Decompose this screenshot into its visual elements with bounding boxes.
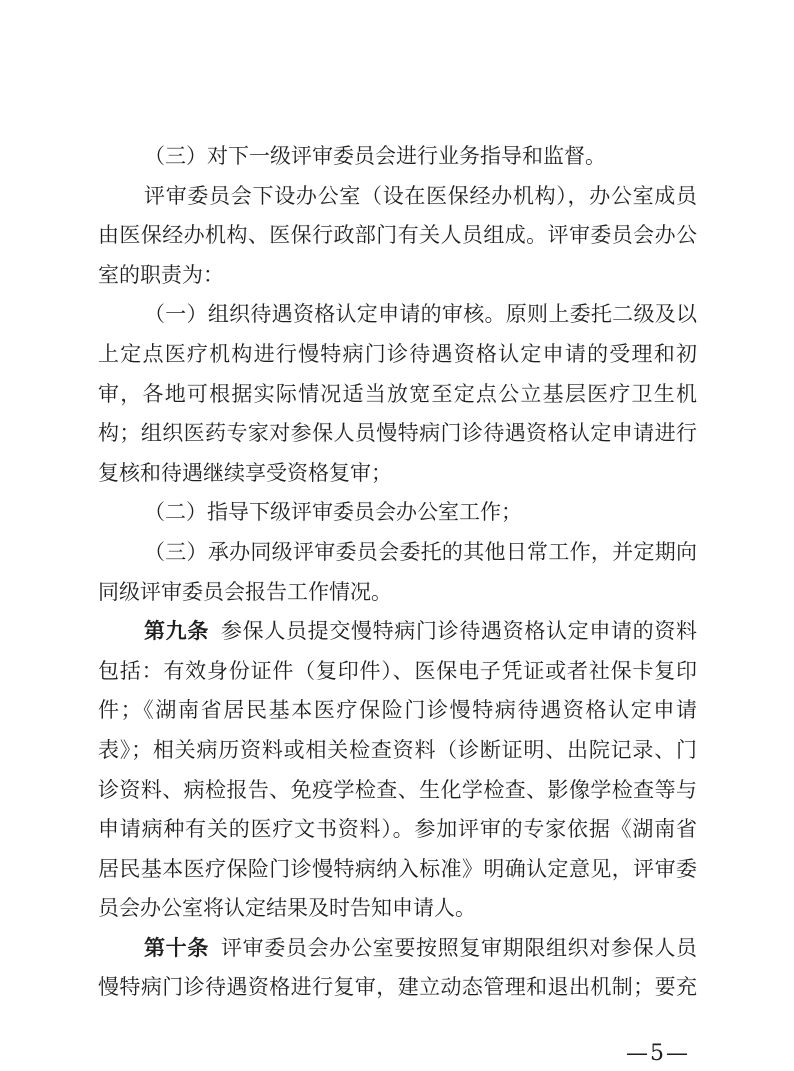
text-line: （一）组织待遇资格认定申请的审核。原则上委托二级及以 xyxy=(144,302,697,327)
article-number: 第十条 xyxy=(144,935,209,960)
text-line: （三）承办同级评审委员会委托的其他日常工作，并定期向 xyxy=(144,539,697,564)
text-line: 构；组织医药专家对参保人员慢特病门诊待遇资格认定申请进行 xyxy=(98,421,697,446)
text-line: 审，各地可根据实际情况适当放宽至定点公立基层医疗卫生机 xyxy=(98,381,697,406)
text-line: 件；《湖南省居民基本医疗保险门诊慢特病待遇资格认定申请 xyxy=(98,698,697,723)
text-line: 上定点医疗机构进行慢特病门诊待遇资格认定申请的受理和初 xyxy=(98,341,697,366)
text-line: 员会办公室将认定结果及时告知申请人。 xyxy=(98,896,476,921)
text-line: 同级评审委员会报告工作情况。 xyxy=(98,579,392,604)
text-line: 诊资料、病检报告、免疫学检查、生化学检查、影像学检查等与 xyxy=(98,777,697,802)
text-line: 复核和待遇继续享受资格复审； xyxy=(98,460,392,485)
text-line: （二）指导下级评审委员会办公室工作； xyxy=(144,500,522,525)
paragraph-article-9 xyxy=(98,612,697,929)
text-line: 由医保经办机构、医保行政部门有关人员组成。评审委员会办公 xyxy=(98,223,697,248)
paragraph-duty-1 xyxy=(98,295,697,493)
text-line: 评审委员会下设办公室（设在医保经办机构），办公室成员 xyxy=(144,183,697,208)
paragraph-3-supervision xyxy=(98,137,697,177)
paragraph-office-setup xyxy=(98,177,697,296)
text-line: 表》；相关病历资料或相关检查资料（诊断证明、出院记录、门 xyxy=(98,737,697,762)
text-line-content: 参保人员提交慢特病门诊待遇资格认定申请的资料 xyxy=(221,619,697,644)
paragraph-duty-2 xyxy=(98,493,697,533)
paragraph-duty-3 xyxy=(98,533,697,612)
text-line: 居民基本医疗保险门诊慢特病纳入标准》明确认定意见，评审委 xyxy=(98,856,697,881)
text-line: 慢特病门诊待遇资格进行复审，建立动态管理和退出机制；要充 xyxy=(98,975,697,1000)
text-line xyxy=(98,929,697,969)
text-line: 室的职责为： xyxy=(98,262,224,287)
text-line xyxy=(98,612,697,652)
text-line: 包括：有效身份证件（复印件）、医保电子凭证或者社保卡复印 xyxy=(98,658,697,683)
article-number: 第九条 xyxy=(144,619,209,644)
text-line-content: 评审委员会办公室要按照复审期限组织对参保人员 xyxy=(221,935,697,960)
text-line: 申请病种有关的医疗文书资料）。参加评审的专家依据《湖南省 xyxy=(98,817,697,842)
paragraph-article-10 xyxy=(98,929,697,1008)
document-body xyxy=(98,137,697,1008)
text-line: （三）对下一级评审委员会进行业务指导和监督。 xyxy=(144,144,606,168)
page-number: —5— xyxy=(626,1041,690,1066)
